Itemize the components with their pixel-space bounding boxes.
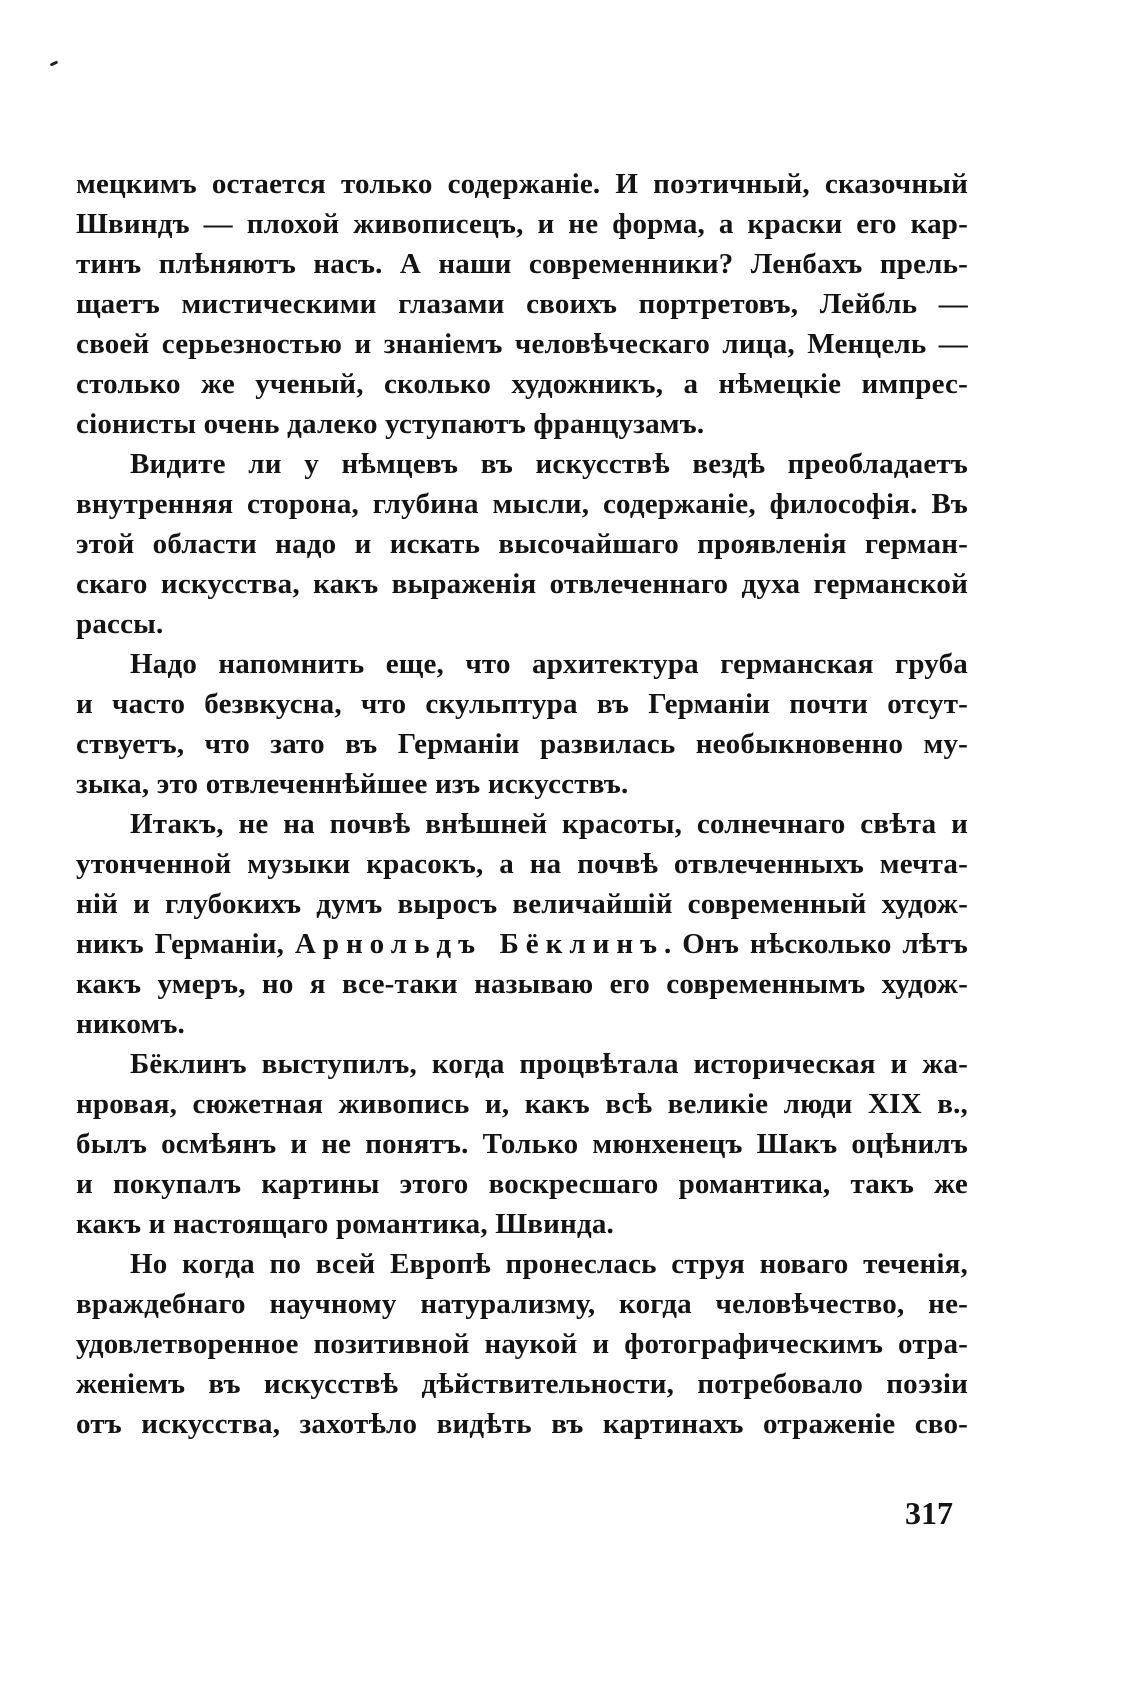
text-line: своей серьезностью и знаніемъ человѣческаго лица, Менцель — <box>76 328 968 360</box>
text-line: внутренняя сторона, глубина мысли, содержаніе, философія. Въ <box>76 488 968 520</box>
text-line: Итакъ, не на почвѣ внѣшней красоты, солнечнаго свѣта и <box>130 808 968 840</box>
text-line: и покупалъ картины этого воскресшаго романтика, такъ же <box>76 1168 968 1200</box>
line-prefix: никъ Германіи, <box>76 928 295 960</box>
text-line: тинъ плѣняютъ насъ. А наши современники? Ленбахъ прель- <box>76 248 968 280</box>
text-line: какъ и настоящаго романтика, Швинда. <box>76 1208 614 1240</box>
text-line: ній и глубокихъ думъ выросъ величайшій современный худож- <box>76 888 968 920</box>
text-line: нровая, сюжетная живопись и, какъ всѣ великіе люди XIX в., <box>76 1088 968 1120</box>
text-line: былъ осмѣянъ и не понятъ. Только мюнхенецъ Шакъ оцѣнилъ <box>76 1128 968 1160</box>
artist-name-spaced: Арнольдъ Бёклинъ <box>294 928 664 960</box>
text-line: никомъ. <box>76 1008 186 1040</box>
text-line: удовлетворенное позитивной наукой и фотографическимъ отра- <box>76 1328 968 1360</box>
text-line: Швиндъ — плохой живописецъ, и не форма, а краски его кар- <box>76 208 968 240</box>
text-line: Надо напомнить еще, что архитектура германская груба <box>130 648 968 680</box>
text-line: скаго искусства, какъ выраженія отвлеченнаго духа германской <box>76 568 968 600</box>
text-line: враждебнаго научному натурализму, когда человѣчество, не- <box>76 1288 968 1320</box>
line-suffix: . Онъ нѣсколько лѣтъ <box>663 928 969 960</box>
text-line: утонченной музыки красокъ, а на почвѣ отвлеченныхъ мечта- <box>76 848 968 880</box>
text-line: какъ умеръ, но я все-таки называю его современнымъ худож- <box>76 968 968 1000</box>
text-line: столько же ученый, сколько художникъ, а нѣмецкіе импрес- <box>76 368 968 400</box>
body-text <box>76 164 968 1444</box>
text-line: щаетъ мистическими глазами своихъ портретовъ, Лейбль — <box>76 288 968 320</box>
text-line: зыка, это отвлеченнѣйшее изъ искусствъ. <box>76 768 629 800</box>
text-line: женіемъ въ искусствѣ дѣйствительности, потребовало поэзіи <box>76 1368 968 1400</box>
text-line: этой области надо и искать высочайшаго проявленія герман- <box>76 528 968 560</box>
text-line: мецкимъ остается только содержаніе. И поэтичный, сказочный <box>76 168 968 200</box>
text-line: сіонисты очень далеко уступаютъ французамъ. <box>76 408 705 440</box>
text-line: Но когда по всей Европѣ пронеслась струя новаго теченія, <box>130 1248 968 1280</box>
text-line: рассы. <box>76 608 164 640</box>
text-line: отъ искусства, захотѣло видѣть въ картинахъ отраженіе сво- <box>76 1408 968 1440</box>
ink-speck <box>50 60 59 66</box>
text-line: Бёклинъ выступилъ, когда процвѣтала историческая и жа- <box>130 1048 968 1080</box>
text-line: Видите ли у нѣмцевъ въ искусствѣ вездѣ преобладаетъ <box>130 448 968 480</box>
text-line: и часто безвкусна, что скульптура въ Германіи почти отсут- <box>76 688 968 720</box>
text-line: ствуетъ, что зато въ Германіи развилась необыкновенно му- <box>76 728 968 760</box>
text-line-with-spaced-name <box>76 924 968 964</box>
page-number: 317 <box>905 1495 953 1531</box>
